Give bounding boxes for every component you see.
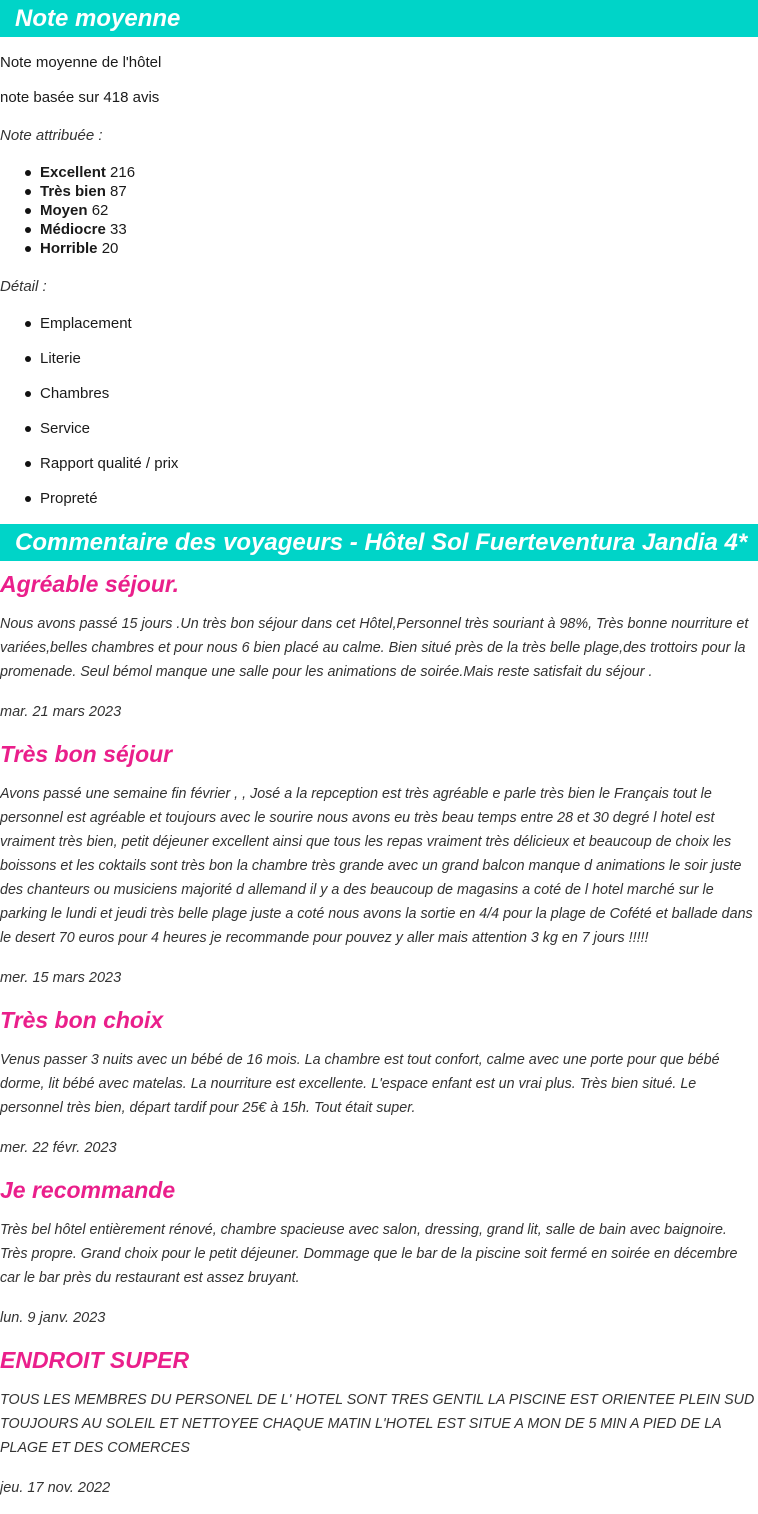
review-item (0, 1174, 758, 1328)
comments-section-header: Commentaire des voyageurs - Hôtel Sol Fuerteventura Jandia 4* (0, 524, 758, 561)
review-title: Très bon séjour (0, 741, 173, 767)
review-count-text: note basée sur 418 avis (0, 89, 160, 106)
review-item (0, 738, 758, 988)
attributed-rating-label: Note attribuée : (0, 127, 103, 144)
review-title: Très bon choix (0, 1007, 164, 1033)
rating-label: Médiocre (40, 221, 106, 238)
rating-label: Très bien (40, 183, 106, 200)
rating-item (40, 220, 135, 239)
rating-item (40, 163, 135, 182)
detail-item-service: Service (40, 419, 178, 454)
rating-label: Moyen (40, 202, 88, 219)
rating-count: 33 (110, 221, 127, 238)
detail-item-rooms: Chambres (40, 384, 178, 419)
rating-count: 62 (91, 202, 109, 219)
review-date: mer. 22 févr. 2023 (0, 1140, 117, 1156)
detail-item-bedding: Literie (40, 349, 178, 384)
review-item (0, 1004, 758, 1158)
review-title: Je recommande (0, 1177, 176, 1203)
rating-count: 87 (110, 183, 127, 200)
detail-item-location: Emplacement (40, 314, 178, 349)
detail-criteria-list (0, 314, 178, 524)
review-title: ENDROIT SUPER (0, 1347, 190, 1373)
review-date: lun. 9 janv. 2023 (0, 1310, 106, 1326)
review-date: mar. 21 mars 2023 (0, 704, 122, 720)
reviews-list (0, 568, 758, 1514)
rating-breakdown-list (0, 163, 135, 258)
rating-section-header: Note moyenne (0, 0, 758, 37)
detail-label: Détail : (0, 278, 47, 295)
review-title: Agréable séjour. (0, 571, 179, 597)
review-body: Nous avons passé 15 jours .Un très bon séjour dans cet Hôtel,Personnel très souriant à 98%, Très bonne nourriture et variées,belles chambres et pour nous 6 bien placé au calme. Bien situé près de la très belle plage,des trottoirs pour la promenade. Seul bémol manque une salle pour les animations de soirée.Mais reste satisfait du séjour . (0, 616, 749, 680)
detail-item-value: Rapport qualité / prix (40, 454, 178, 489)
review-body: TOUS LES MEMBRES DU PERSONEL DE L' HOTEL SONT TRES GENTIL LA PISCINE EST ORIENTEE PLEIN SUD TOUJOURS AU SOLEIL ET NETTOYEE CHAQUE MATIN L'HOTEL EST SITUE A MON DE 5 MIN A PIED DE LA PLAGE ET DES COMERCES (0, 1392, 755, 1456)
hotel-rating-label: Note moyenne de l'hôtel (0, 54, 162, 71)
review-item (0, 568, 758, 722)
review-date: mer. 15 mars 2023 (0, 970, 122, 986)
detail-item-cleanliness: Propreté (40, 489, 178, 524)
rating-count: 216 (110, 164, 136, 181)
review-body: Venus passer 3 nuits avec un bébé de 16 mois. La chambre est tout confort, calme avec une porte pour que bébé dorme, lit bébé avec matelas. La nourriture est excellente. L'espace enfant est un vrai plus. Très bien situé. Le personnel très bien, départ tardif pour 25€ à 15h. Tout était super. (0, 1052, 720, 1116)
rating-label: Excellent (40, 164, 106, 181)
review-item (0, 1344, 758, 1498)
rating-count: 20 (101, 240, 119, 257)
rating-item (40, 201, 135, 220)
rating-label: Horrible (40, 240, 98, 257)
review-date: jeu. 17 nov. 2022 (0, 1480, 111, 1496)
review-body: Très bel hôtel entièrement rénové, chambre spacieuse avec salon, dressing, grand lit, salle de bain avec baignoire. Très propre. Grand choix pour le petit déjeuner. Dommage que le bar de la piscine soit fermé en soirée en décembre car le bar près du restaurant est assez bruyant. (0, 1222, 738, 1286)
review-body: Avons passé une semaine fin février , , José a la repception est très agréable e parle très bien le Français tout le personnel est agréable et toujours avec le sourire nous avons eu très beau temps entre 28 et 30 degré l hotel est vraiment très bien, petit déjeuner excellent ainsi que tous les repas vraiment très délicieux et beaucoup de choix les boissons et les coktails sont très bon la chambre très grande avec un grand balcon manque d animations le soir juste des chanteurs ou musiciens majorité d allemand il y a des beaucoup de magasins a coté de l hotel marché sur le parking le lundi et jeudi très belle plage juste a coté nous avons la sortie en 4/4 pour la plage de Cofété et ballade dans le desert 70 euros pour 4 heures je recommande pour pouvez y aller mais attention 3 kg en 7 jours !!!!! (0, 786, 753, 946)
rating-item (40, 239, 135, 258)
rating-item (40, 182, 135, 201)
